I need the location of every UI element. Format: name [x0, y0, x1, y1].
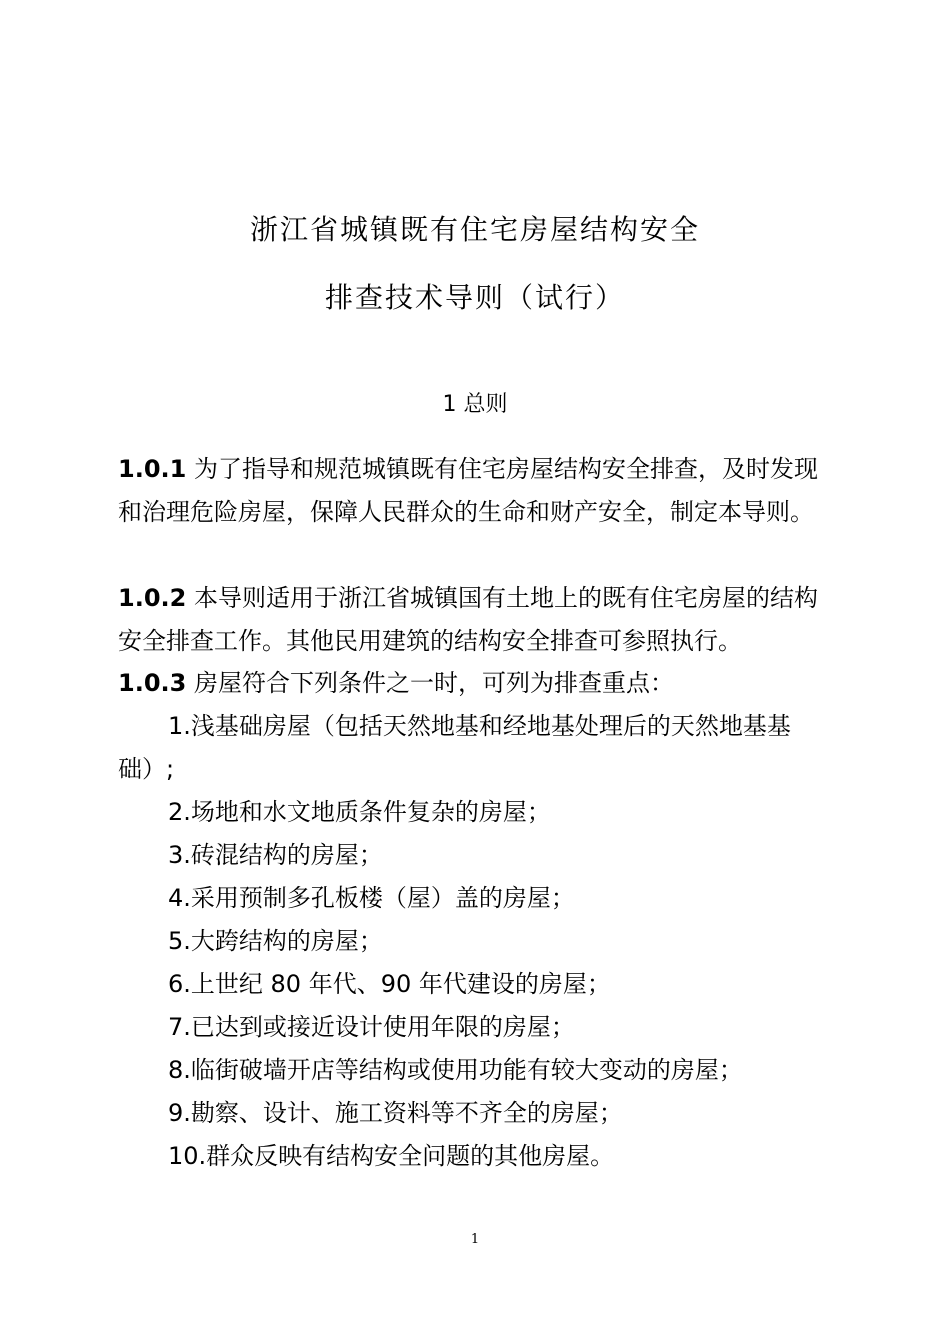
document-title-line-1: 浙江省城镇既有住宅房屋结构安全	[249, 213, 700, 246]
clause-text: 为了指导和规范城镇既有住宅房屋结构安全排查，及时发现和治理危险房屋，保障人民群众的生命和财产安全，制定本导则。	[118, 455, 818, 526]
clause-1-0-3	[118, 662, 834, 705]
clause-number: 1.0.2	[118, 584, 187, 612]
clause-number: 1.0.1	[118, 455, 187, 483]
list-item: 10.群众反映有结构安全问题的其他房屋。	[168, 1142, 615, 1170]
list-item: 2.场地和水文地质条件复杂的房屋；	[168, 798, 551, 826]
list-item: 5.大跨结构的房屋；	[168, 927, 383, 955]
list-item: 1.浅基础房屋（包括天然地基和经地基处理后的天然地基基础）;	[118, 712, 791, 783]
clause-number: 1.0.3	[118, 669, 187, 697]
document-title-line-2: 排查技术导则（试行）	[324, 281, 625, 314]
list-item: 3.砖混结构的房屋；	[168, 841, 383, 869]
clause-text: 本导则适用于浙江省城镇国有土地上的既有住宅房屋的结构安全排查工作。其他民用建筑的结构安全排查可参照执行。	[118, 584, 818, 655]
clause-1-0-1	[118, 448, 834, 534]
page-number: 1	[470, 1232, 480, 1247]
list-item: 6.上世纪 80 年代、90 年代建设的房屋；	[168, 970, 611, 998]
list-item: 8.临街破墙开店等结构或使用功能有较大变动的房屋；	[168, 1056, 743, 1084]
clause-text: 房屋符合下列条件之一时，可列为排查重点：	[186, 669, 674, 697]
list-item: 9.勘察、设计、施工资料等不齐全的房屋；	[168, 1099, 623, 1127]
priority-conditions-list	[118, 705, 834, 1178]
list-item: 7.已达到或接近设计使用年限的房屋；	[168, 1013, 575, 1041]
list-item: 4.采用预制多孔板楼（屋）盖的房屋；	[168, 884, 575, 912]
clause-1-0-2	[118, 577, 834, 663]
chapter-heading: 1 总则	[442, 392, 508, 417]
